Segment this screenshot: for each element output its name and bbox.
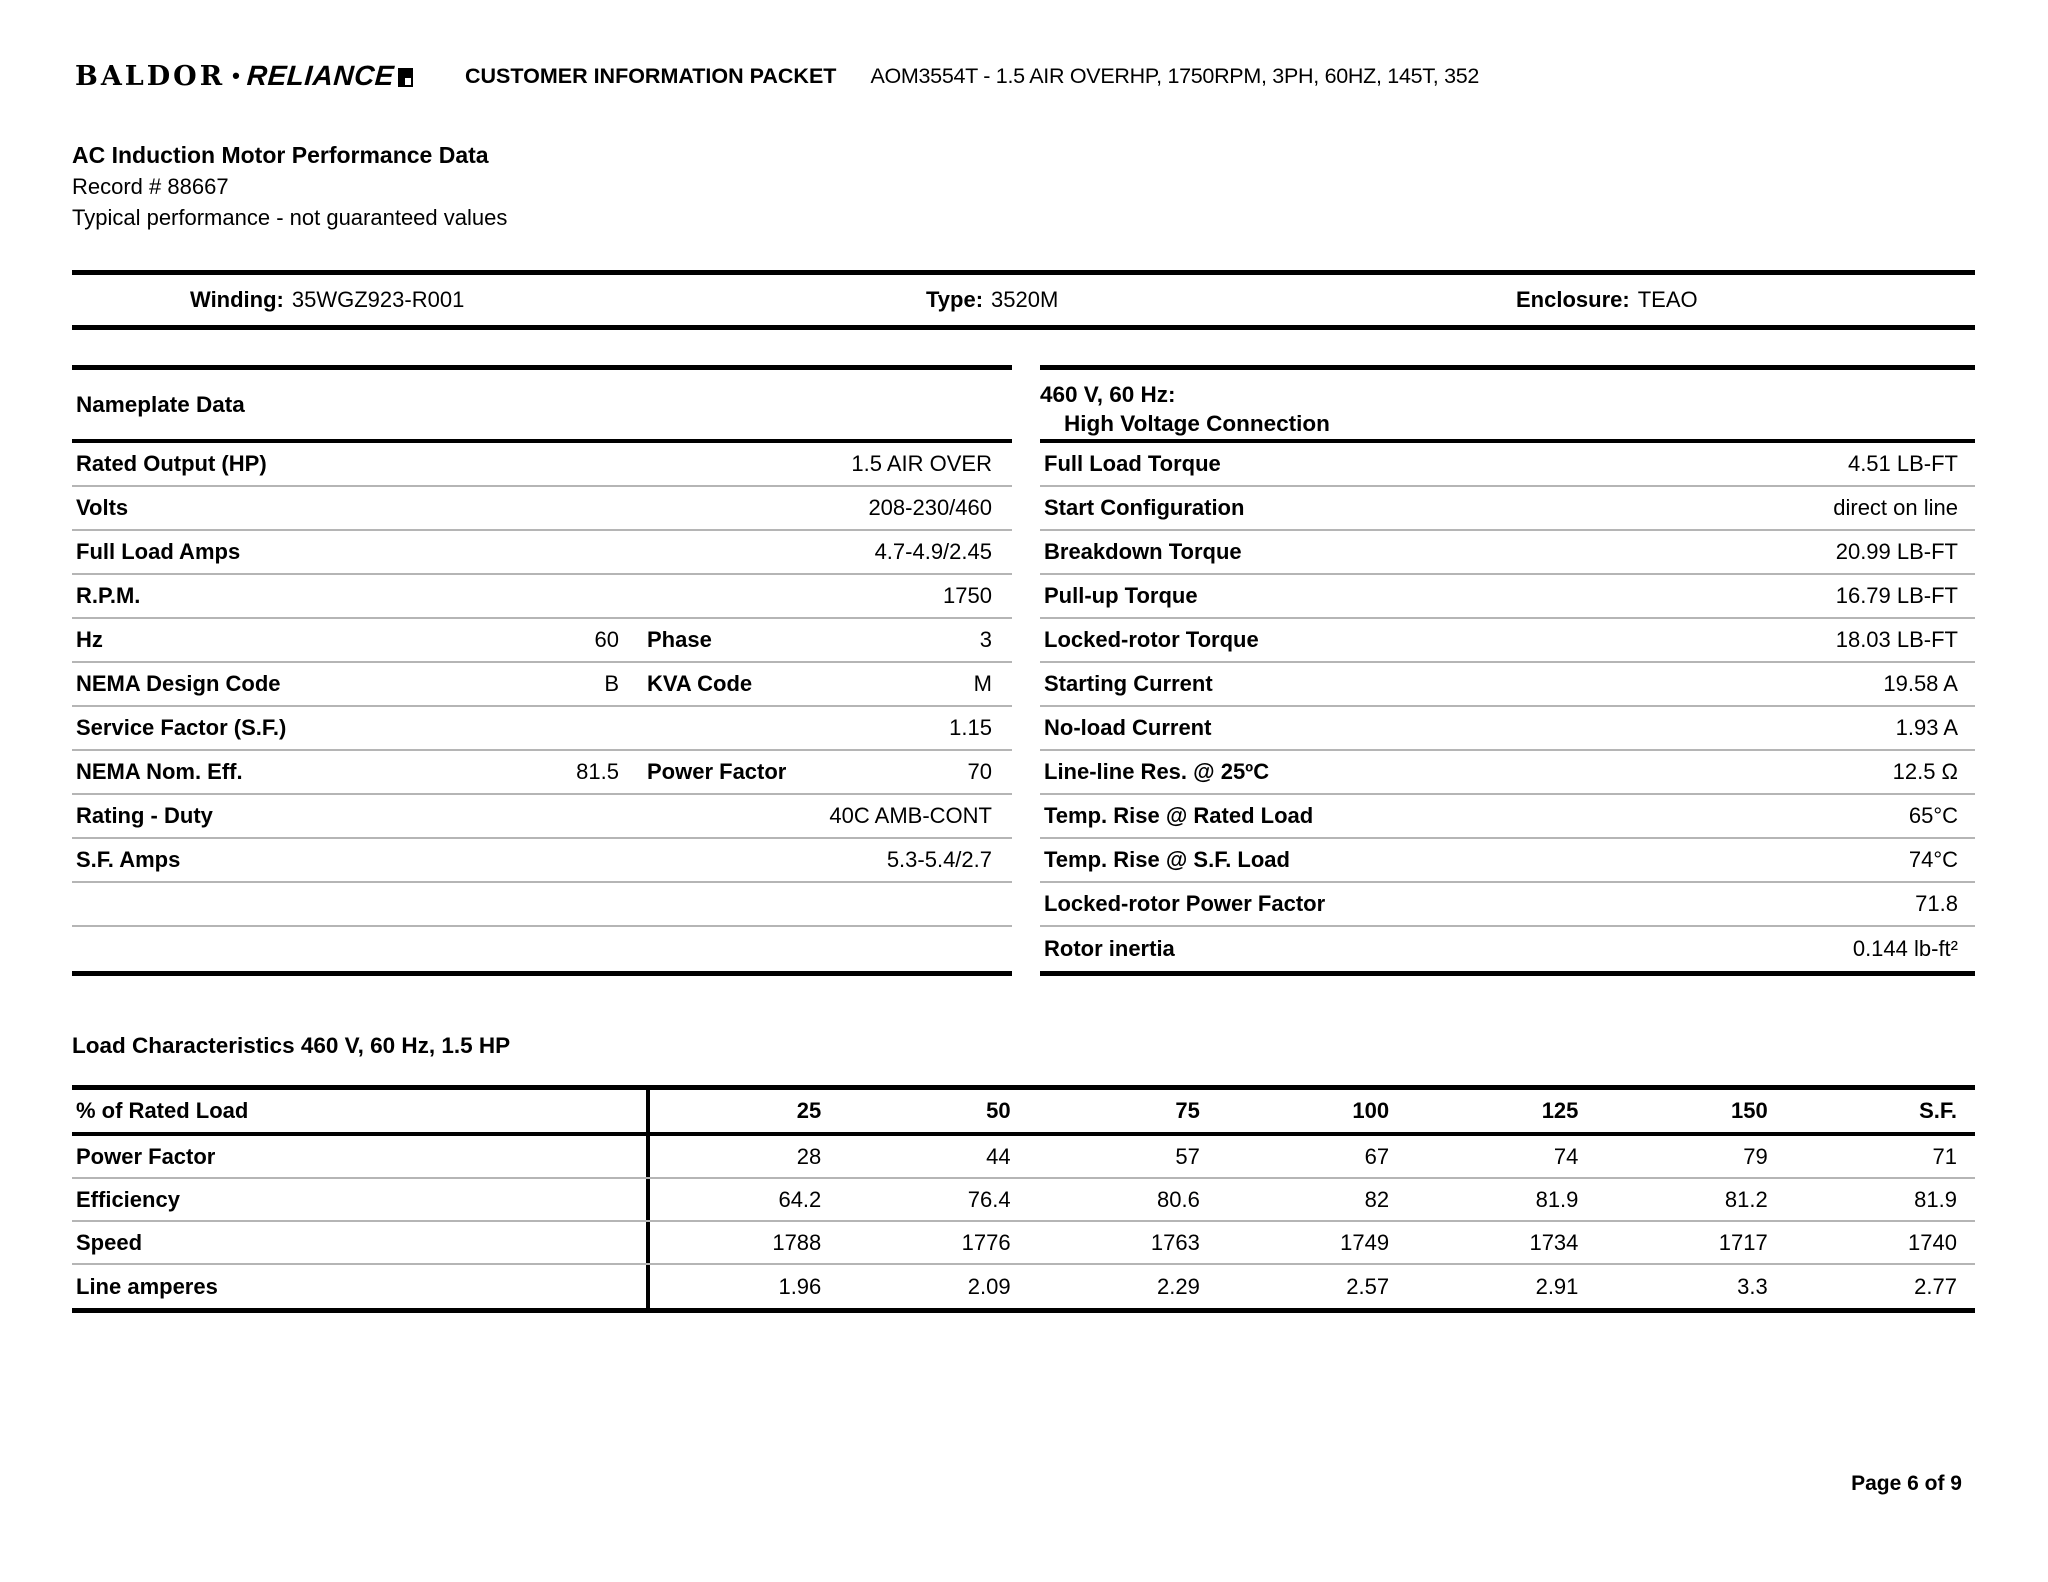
nameplate-label: NEMA Design Code (76, 671, 281, 696)
nameplate-mid-value: 60 (594, 627, 619, 652)
load-column-header: S.F. (1919, 1098, 1957, 1123)
disclaimer-note: Typical performance - not guaranteed values (72, 205, 508, 230)
enclosure-label: Enclosure: (1516, 287, 1630, 312)
nameplate-label: Hz (76, 627, 103, 652)
nameplate-mid-value: 81.5 (576, 759, 619, 784)
logo-reliance-text: RELIANCE (245, 60, 396, 91)
load-value-cell: 57 (1175, 1143, 1200, 1169)
hv-value: 16.79 LB-FT (1835, 583, 1958, 608)
load-row-cells (650, 1265, 1975, 1308)
hv-label: Temp. Rise @ Rated Load (1044, 803, 1314, 828)
hv-label: Locked-rotor Torque (1044, 627, 1259, 652)
nameplate-label: S.F. Amps (76, 847, 181, 872)
load-column-header: 25 (796, 1098, 822, 1123)
load-value-cell: 1763 (1150, 1229, 1200, 1255)
load-header-label: % of Rated Load (72, 1090, 650, 1132)
load-value-cell: 2.57 (1346, 1273, 1390, 1299)
nameplate-row (72, 751, 1012, 795)
hv-title-line1: 460 V, 60 Hz: (1040, 382, 1176, 407)
enclosure-field (1516, 287, 1698, 313)
load-row-label: Efficiency (72, 1179, 650, 1220)
nameplate-value: 40C AMB-CONT (829, 803, 992, 828)
baldor-reliance-logo (75, 60, 413, 92)
nameplate-label2: Power Factor (647, 759, 787, 784)
load-value-cell: 1776 (961, 1229, 1011, 1255)
load-row-label: Speed (72, 1222, 650, 1263)
hv-value: 1.93 A (1895, 715, 1958, 740)
hv-connection-title (1040, 370, 1975, 443)
load-value-cell: 44 (986, 1143, 1011, 1169)
load-value-cell: 76.4 (967, 1186, 1011, 1212)
load-value-cell: 81.9 (1535, 1186, 1579, 1212)
load-row-label: Power Factor (72, 1136, 650, 1177)
hv-value: 65°C (1908, 803, 1958, 828)
winding-field (190, 287, 464, 313)
nameplate-rows (72, 443, 1012, 971)
hv-label: Full Load Torque (1044, 451, 1221, 476)
logo-baldor-text: BALDOR (75, 60, 226, 92)
load-value-cell: 1.96 (778, 1273, 822, 1299)
nameplate-mid-value: B (604, 671, 619, 696)
load-value-cell: 2.29 (1157, 1273, 1200, 1299)
nameplate-row (72, 883, 1012, 927)
logo-square-mark-icon (398, 68, 413, 87)
nameplate-label: Volts (76, 495, 129, 520)
load-value-cell: 81.9 (1914, 1186, 1957, 1212)
winding-summary-bar (72, 270, 1975, 330)
hv-label: Temp. Rise @ S.F. Load (1044, 847, 1290, 872)
load-row-cells (650, 1136, 1975, 1177)
hv-row (1040, 751, 1975, 795)
nameplate-value: 3 (979, 627, 992, 652)
hv-row (1040, 663, 1975, 707)
nameplate-row (72, 619, 1012, 663)
load-column-header: 75 (1175, 1098, 1200, 1123)
load-value-cell: 64.2 (778, 1186, 822, 1212)
record-number: Record # 88667 (72, 174, 229, 199)
type-value: 3520M (991, 287, 1059, 312)
page-number: Page 6 of 9 (1851, 1472, 1962, 1495)
hv-row (1040, 619, 1975, 663)
load-data-row (72, 1265, 1975, 1308)
model-description: AOM3554T - 1.5 AIR OVERHP, 1750RPM, 3PH, 60HZ, 145T, 352 (870, 63, 1480, 88)
load-column-header: 50 (986, 1098, 1011, 1123)
load-value-cell: 1740 (1908, 1229, 1957, 1255)
nameplate-label: NEMA Nom. Eff. (76, 759, 243, 784)
nameplate-value: 1.15 (949, 715, 992, 740)
nameplate-value: 208-230/460 (868, 495, 992, 520)
enclosure-value: TEAO (1637, 287, 1698, 312)
nameplate-label: Service Factor (S.F.) (76, 715, 287, 740)
hv-row (1040, 575, 1975, 619)
nameplate-row (72, 795, 1012, 839)
nameplate-row (72, 443, 1012, 487)
hv-row (1040, 487, 1975, 531)
hv-value: 0.144 lb-ft² (1852, 936, 1958, 961)
load-value-cell: 1734 (1529, 1229, 1579, 1255)
load-row-cells (650, 1222, 1975, 1263)
page-title: AC Induction Motor Performance Data (72, 142, 489, 168)
load-header-row (72, 1090, 1975, 1136)
type-field (926, 287, 1058, 313)
hv-label: Starting Current (1044, 671, 1213, 696)
load-value-cell: 2.77 (1914, 1273, 1957, 1299)
hv-value: 19.58 A (1883, 671, 1958, 696)
hv-row (1040, 707, 1975, 751)
hv-connection-rows (1040, 443, 1975, 971)
nameplate-row (72, 839, 1012, 883)
hv-row (1040, 883, 1975, 927)
hv-row (1040, 531, 1975, 575)
load-value-cell: 28 (796, 1143, 822, 1169)
performance-columns (72, 365, 1975, 976)
load-value-cell: 82 (1364, 1186, 1390, 1212)
hv-value: 18.03 LB-FT (1835, 627, 1958, 652)
load-row-cells (650, 1179, 1975, 1220)
hv-value: 12.5 Ω (1892, 759, 1958, 784)
packet-title: CUSTOMER INFORMATION PACKET (464, 63, 837, 88)
load-data-row (72, 1222, 1975, 1265)
nameplate-row (72, 487, 1012, 531)
nameplate-row (72, 707, 1012, 751)
nameplate-label2: KVA Code (647, 671, 753, 696)
load-characteristics-title: Load Characteristics 460 V, 60 Hz, 1.5 HP (72, 1033, 511, 1058)
load-value-cell: 1749 (1340, 1229, 1390, 1255)
load-value-cell: 80.6 (1157, 1186, 1200, 1212)
nameplate-label: Rating - Duty (76, 803, 213, 828)
load-data-row (72, 1179, 1975, 1222)
load-value-cell: 81.2 (1724, 1186, 1768, 1212)
nameplate-label: Full Load Amps (76, 539, 241, 564)
nameplate-row (72, 575, 1012, 619)
load-data-row (72, 1136, 1975, 1179)
load-value-cell: 71 (1932, 1143, 1957, 1169)
load-column-header: 125 (1541, 1098, 1579, 1123)
hv-label: Line-line Res. @ 25ºC (1044, 759, 1270, 784)
nameplate-value: 4.7-4.9/2.45 (874, 539, 992, 564)
hv-value: 71.8 (1915, 891, 1958, 916)
hv-title-line2: High Voltage Connection (1064, 411, 1330, 436)
hv-row (1040, 443, 1975, 487)
nameplate-value: 1750 (943, 583, 992, 608)
hv-row (1040, 839, 1975, 883)
hv-label: Locked-rotor Power Factor (1044, 891, 1326, 916)
hv-connection-table (1040, 365, 1975, 976)
nameplate-row (72, 663, 1012, 707)
load-characteristics-table (72, 1085, 1975, 1313)
load-value-cell: 79 (1743, 1143, 1768, 1169)
hv-value: 20.99 LB-FT (1835, 539, 1958, 564)
hv-label: Rotor inertia (1044, 936, 1175, 961)
hv-value: 4.51 LB-FT (1847, 451, 1958, 476)
load-row-label: Line amperes (72, 1265, 650, 1308)
load-value-cell: 67 (1364, 1143, 1390, 1169)
load-column-header: 100 (1352, 1098, 1390, 1123)
load-column-header: 150 (1730, 1098, 1768, 1123)
title-block (72, 140, 507, 233)
hv-value: direct on line (1833, 495, 1958, 520)
nameplate-value: 70 (967, 759, 992, 784)
hv-value: 74°C (1908, 847, 1958, 872)
nameplate-value: 5.3-5.4/2.7 (886, 847, 992, 872)
hv-label: Pull-up Torque (1044, 583, 1198, 608)
document-header (75, 60, 1479, 92)
nameplate-value: 1.5 AIR OVER (851, 451, 992, 476)
nameplate-value: M (973, 671, 992, 696)
hv-label: No-load Current (1044, 715, 1212, 740)
load-value-cell: 1717 (1718, 1229, 1768, 1255)
hv-row (1040, 927, 1975, 971)
nameplate-label: R.P.M. (76, 583, 141, 608)
load-value-cell: 2.91 (1535, 1273, 1579, 1299)
load-value-cell: 1788 (772, 1229, 822, 1255)
type-label: Type: (926, 287, 984, 312)
load-value-cell: 74 (1553, 1143, 1579, 1169)
hv-label: Breakdown Torque (1044, 539, 1242, 564)
nameplate-row (72, 927, 1012, 971)
winding-value: 35WGZ923-R001 (291, 287, 465, 312)
nameplate-table (72, 365, 1012, 976)
load-header-cells (650, 1090, 1975, 1132)
nameplate-row (72, 531, 1012, 575)
hv-label: Start Configuration (1044, 495, 1245, 520)
load-value-cell: 2.09 (967, 1273, 1011, 1299)
hv-row (1040, 795, 1975, 839)
logo-dot-icon: • (232, 63, 240, 88)
winding-label: Winding: (190, 287, 284, 312)
nameplate-title: Nameplate Data (72, 370, 1012, 443)
load-value-cell: 3.3 (1737, 1273, 1768, 1299)
nameplate-label2: Phase (647, 627, 712, 652)
nameplate-label: Rated Output (HP) (76, 451, 267, 476)
